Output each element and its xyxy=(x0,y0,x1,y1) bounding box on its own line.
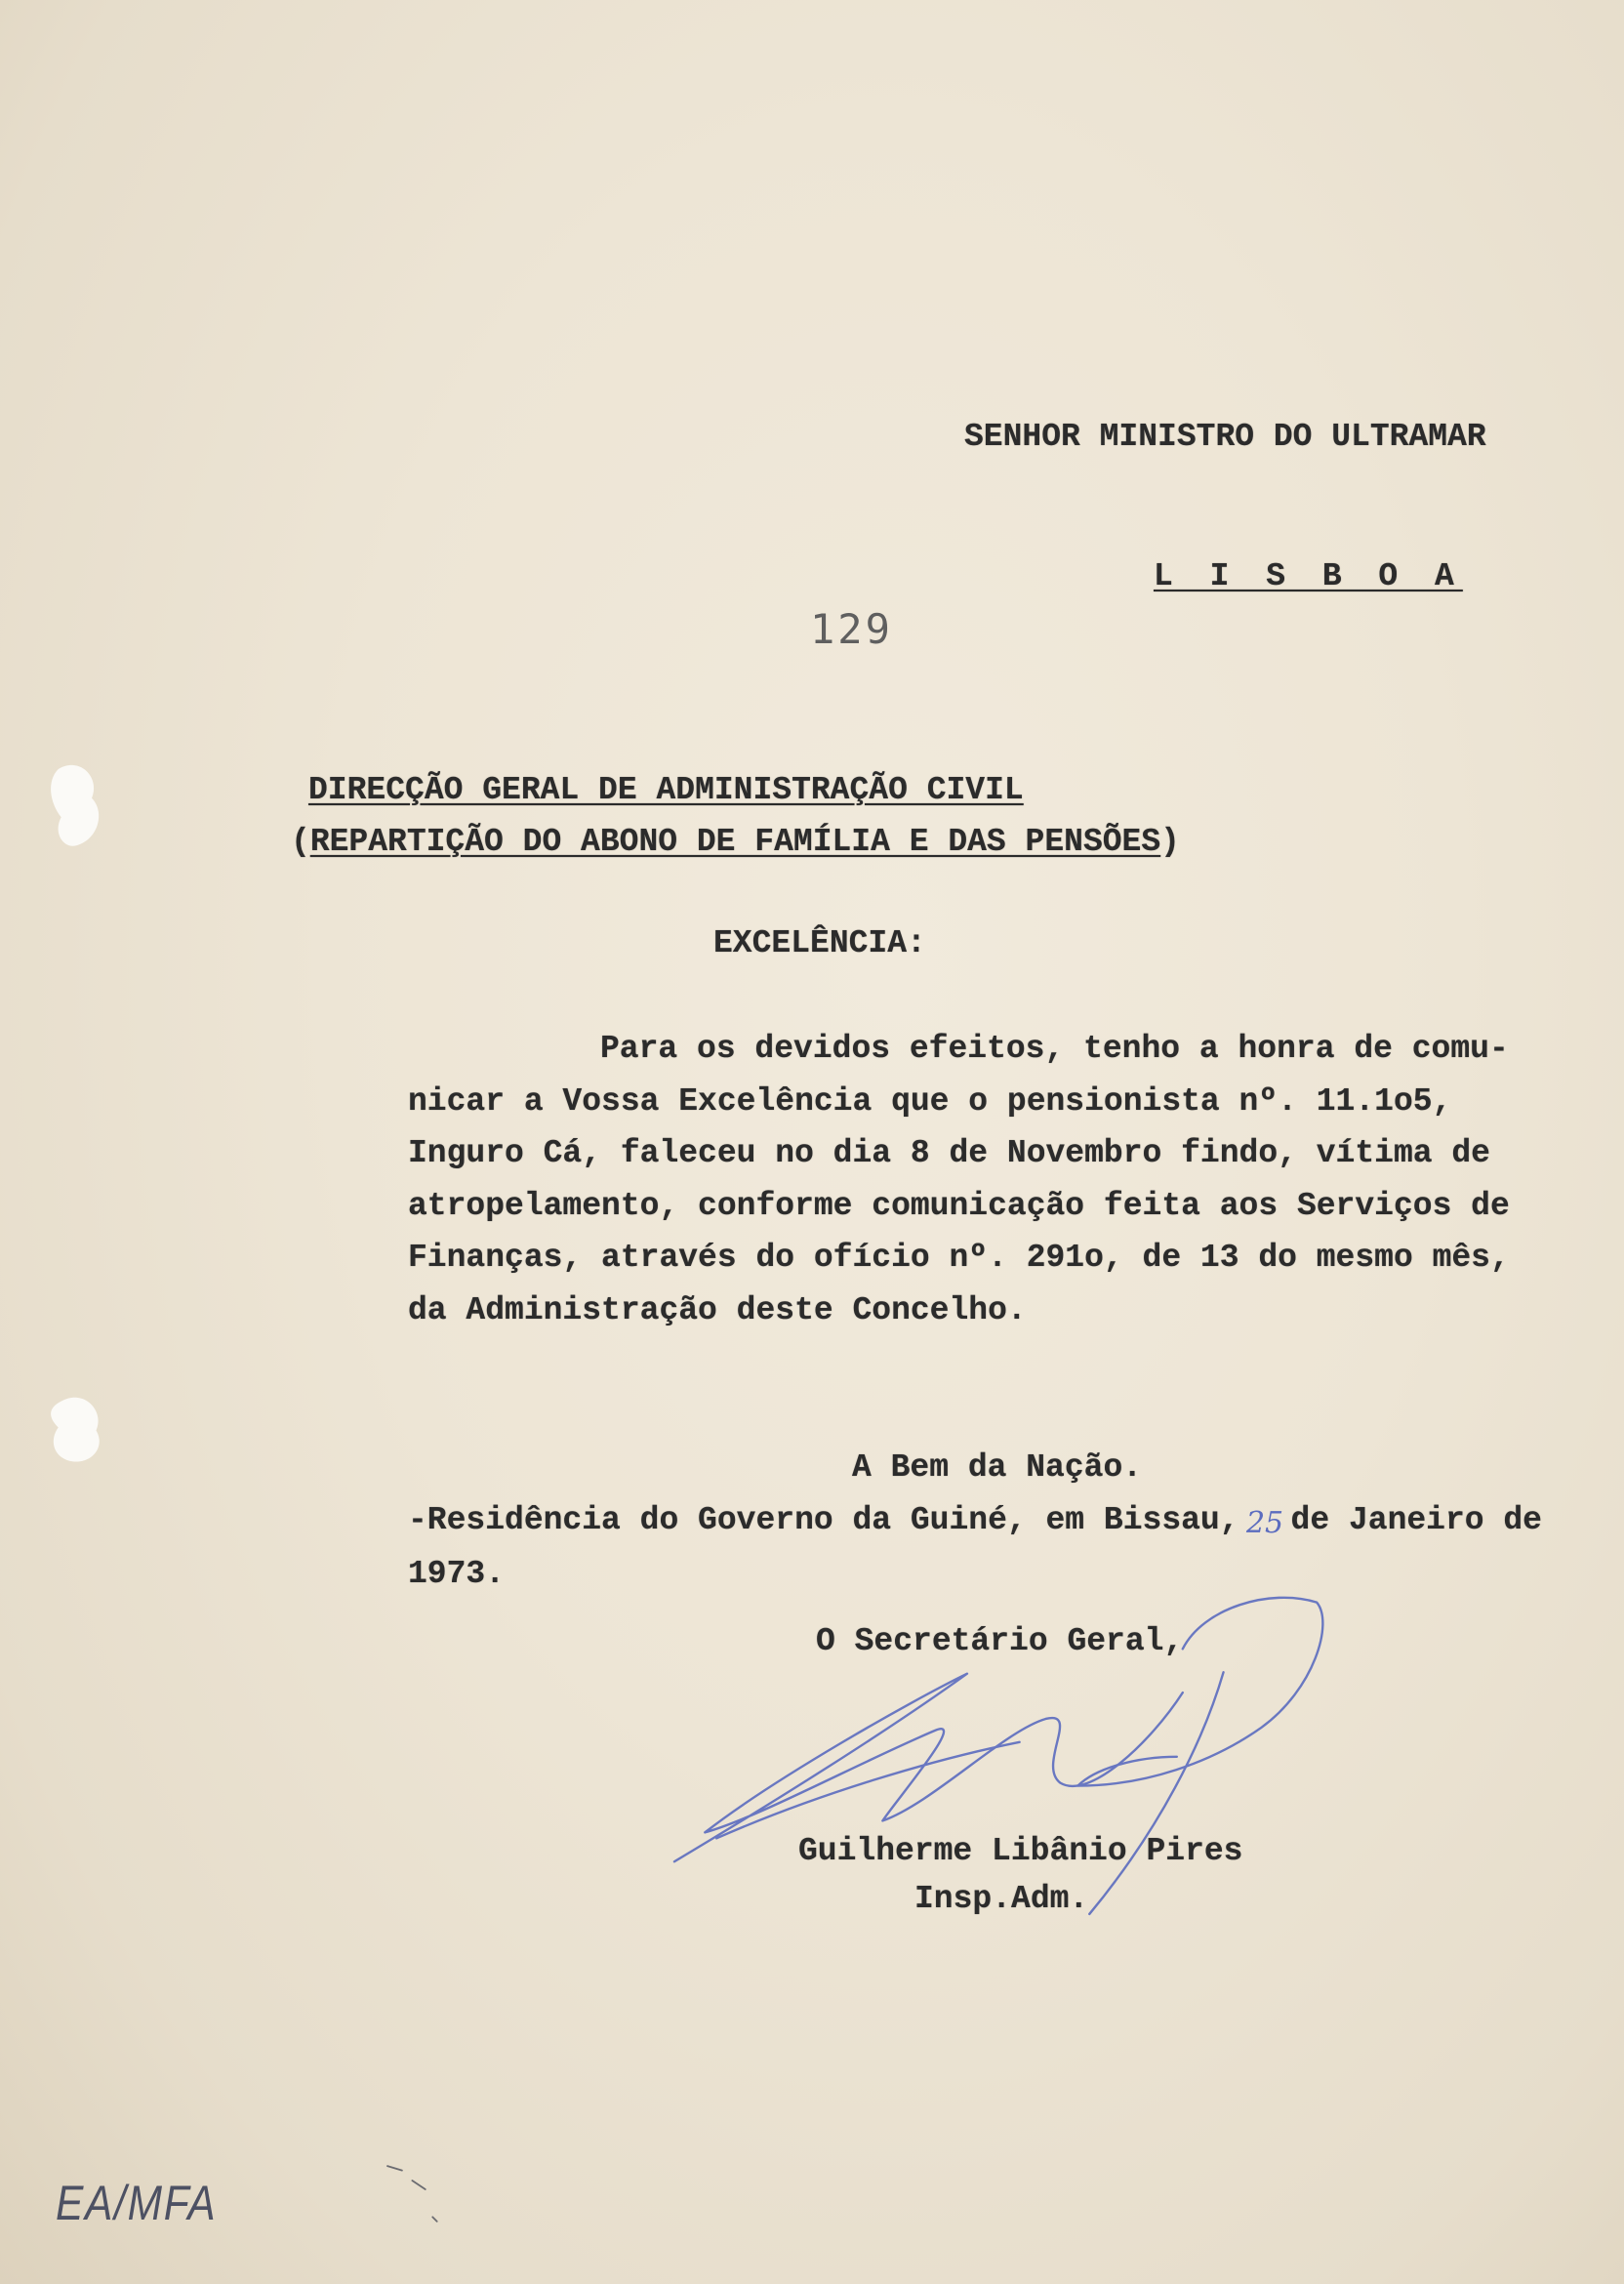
body-line: Para os devidos efeitos, tenho a honra de comu- xyxy=(600,1031,1509,1067)
body-line: nicar a Vossa Excelência que o pensionista nº. 11.1o5, xyxy=(408,1082,1452,1120)
place-date-line xyxy=(408,1500,1542,1540)
subheading-text: REPARTIÇÃO DO ABONO DE FAMÍLIA E DAS PENSÕES xyxy=(309,824,1161,860)
date-year: 1973. xyxy=(408,1556,506,1592)
document-number: 129 xyxy=(810,605,893,653)
subheading-open-paren: ( xyxy=(291,824,310,860)
addressee-city: L I S B O A xyxy=(1154,558,1463,594)
body-line: Inguro Cá, faleceu no dia 8 de Novembro findo, vítima de xyxy=(408,1135,1490,1172)
closing-formula: A Bem da Nação. xyxy=(852,1449,1143,1486)
punch-hole xyxy=(51,765,99,846)
signature-stroke xyxy=(716,1742,1019,1838)
signatory-role: O Secretário Geral, xyxy=(816,1623,1184,1659)
handwritten-annotation: EA/MFA xyxy=(56,2176,218,2230)
signatory-title: Insp.Adm. xyxy=(914,1881,1089,1917)
body-line: Finanças, através do ofício nº. 291o, de 13 do mesmo mês, xyxy=(408,1240,1510,1277)
signature-stroke xyxy=(1089,1672,1223,1914)
body-line: da Administração deste Concelho. xyxy=(408,1291,1027,1328)
body-line: atropelamento, conforme comunicação feita aos Serviços de xyxy=(408,1187,1510,1224)
department-subheading xyxy=(291,823,1180,862)
punch-hole xyxy=(51,1398,100,1462)
pen-mark xyxy=(387,2166,437,2222)
salutation: EXCELÊNCIA: xyxy=(713,925,926,961)
signatory-name: Guilherme Libânio Pires xyxy=(798,1833,1243,1869)
handwritten-day: 25 xyxy=(1245,1506,1284,1540)
letter-body xyxy=(408,1023,1510,1337)
department-heading: DIRECÇÃO GERAL DE ADMINISTRAÇÃO CIVIL xyxy=(308,772,1024,808)
place-date-after: de Janeiro de xyxy=(1290,1502,1542,1538)
place-date-before: -Residência do Governo da Guiné, em Bissau, xyxy=(408,1502,1239,1538)
addressee-title: SENHOR MINISTRO DO ULTRAMAR xyxy=(964,419,1486,455)
subheading-close-paren: ) xyxy=(1160,824,1180,860)
